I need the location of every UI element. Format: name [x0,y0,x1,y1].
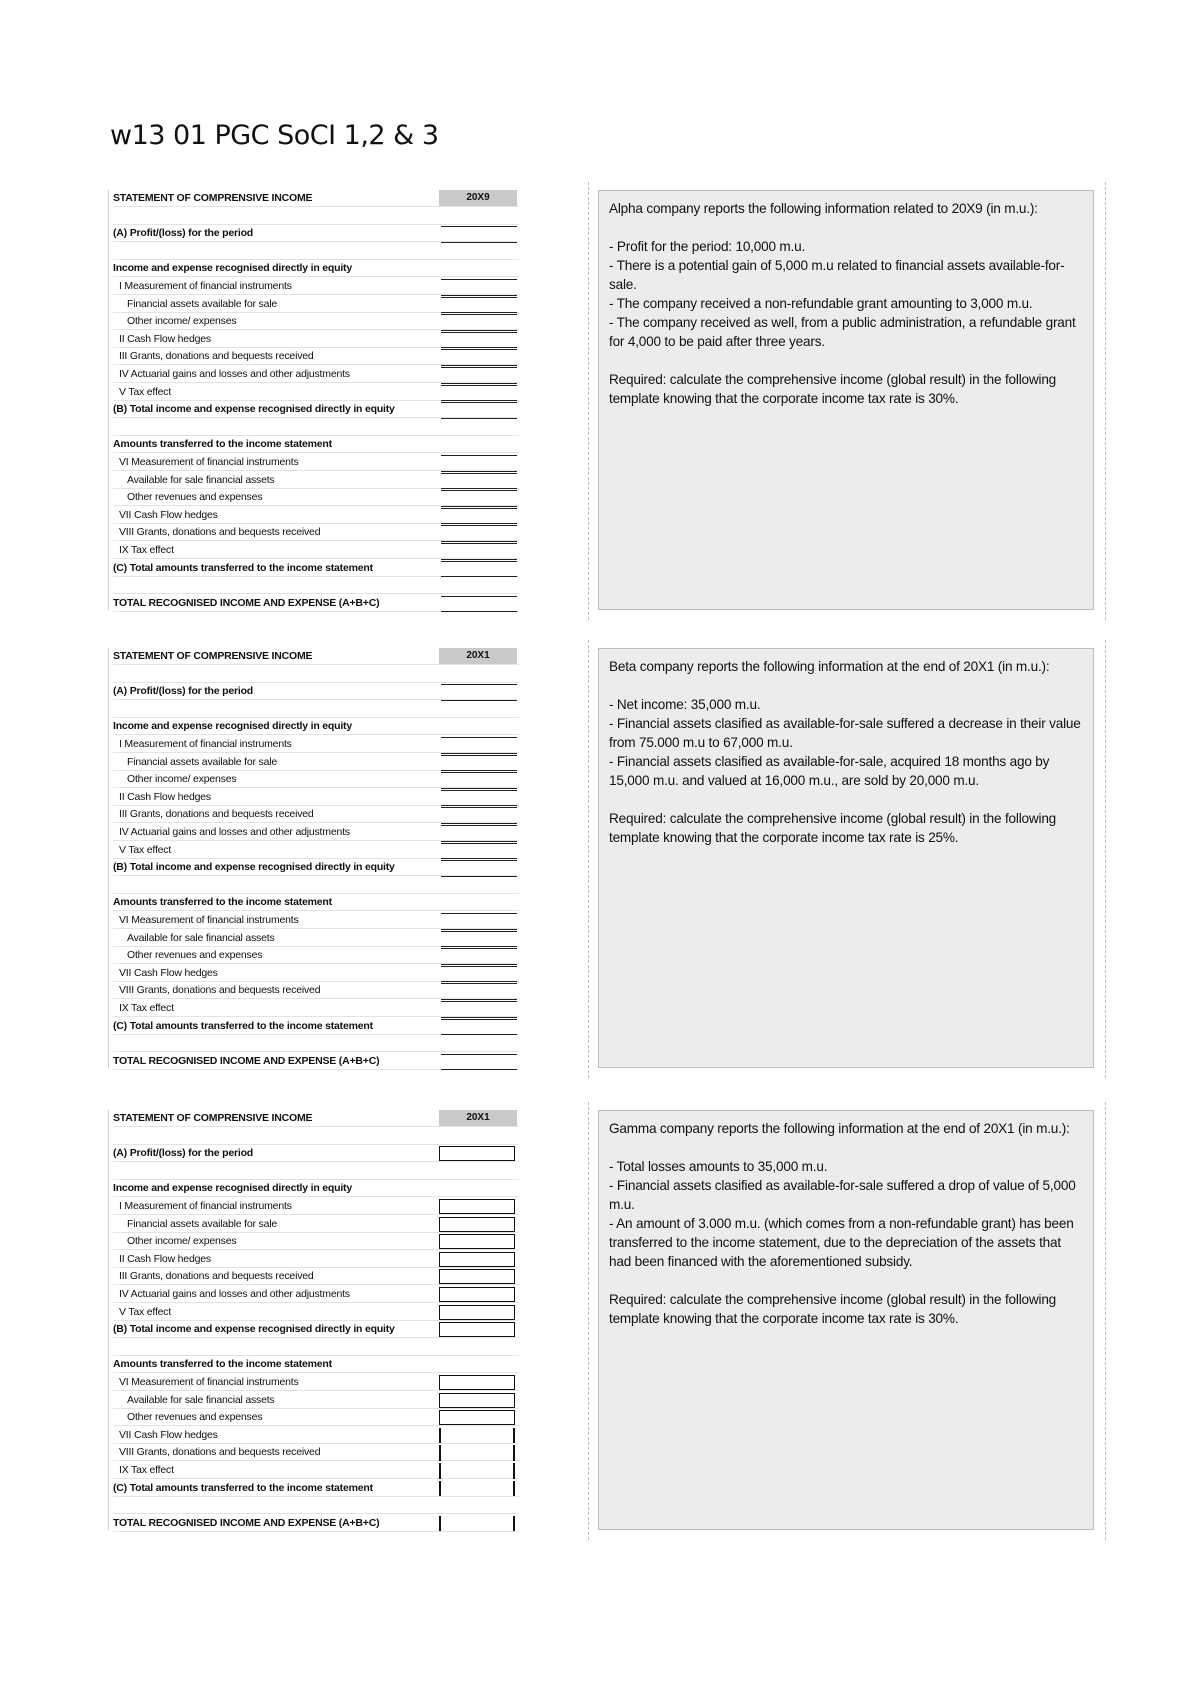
row-label: II Cash Flow hedges [119,790,211,803]
answer-line[interactable] [441,737,517,738]
row-label: (C) Total amounts transferred to the income statement [113,561,373,574]
row-label: IX Tax effect [119,544,174,556]
answer-cell-border [513,1481,515,1497]
answer-line[interactable] [441,365,517,366]
answer-line[interactable] [441,367,517,368]
answer-line[interactable] [441,1017,517,1018]
row-label: IX Tax effect [119,1464,174,1476]
answer-line[interactable] [441,473,517,474]
statement-row [113,1427,519,1444]
answer-line[interactable] [441,455,517,456]
statement-row [113,595,519,612]
row-label: I Measurement of financial instruments [119,1200,292,1212]
answer-line[interactable] [441,418,517,419]
row-label: (A) Profit/(loss) for the period [113,227,254,240]
answer-line[interactable] [441,561,517,562]
row-label: VI Measurement of financial instruments [119,1376,299,1388]
statement-row [113,454,519,471]
answer-line[interactable] [441,402,517,403]
row-label: VI Measurement of financial instruments [119,456,299,468]
statement-row [113,912,519,929]
row-label: II Cash Flow hedges [119,332,211,345]
answer-line[interactable] [441,226,517,227]
row-label: Amounts transferred to the income statement [113,438,332,451]
answer-line[interactable] [441,1069,517,1070]
statement-row [113,1339,519,1356]
statement-row [113,736,519,753]
statement-row [113,384,519,401]
answer-line[interactable] [441,385,517,386]
answer-line[interactable] [441,543,517,544]
answer-line[interactable] [441,823,517,824]
statement-row [113,348,519,365]
statement-row [113,472,519,489]
statement-row [113,930,519,947]
answer-line[interactable] [441,1054,517,1055]
answer-line[interactable] [441,825,517,826]
answer-line[interactable] [441,490,517,491]
answer-line[interactable] [441,471,517,472]
exercise-statement [598,190,1094,610]
row-label: VII Cash Flow hedges [119,508,218,521]
statement-row [113,401,519,418]
statement-row [113,1053,519,1070]
answer-cell-border [439,1516,441,1532]
row-label: Other revenues and expenses [127,491,263,504]
statement-row [113,718,519,735]
exercise-paragraph: Gamma company reports the following information at the end of 20X1 (in m.u.): [609,1121,1070,1136]
statement-row [113,1515,519,1532]
statement-row [113,1497,519,1514]
row-label: II Cash Flow hedges [119,1252,211,1265]
exercise-paragraph: Alpha company reports the following information related to 20X9 (in m.u.): [609,201,1038,216]
row-label: Other income/ expenses [127,315,237,328]
paragraph-gap [609,1271,1083,1290]
row-label: STATEMENT OF COMPRENSIVE INCOME [113,192,313,204]
answer-box[interactable] [439,1375,515,1390]
answer-cell-border [439,1445,441,1461]
answer-box[interactable] [439,1146,515,1161]
answer-line[interactable] [441,788,517,789]
answer-box[interactable] [439,1305,515,1320]
answer-line[interactable] [441,488,517,489]
answer-box[interactable] [439,1269,515,1284]
answer-line[interactable] [441,297,517,298]
answer-line[interactable] [441,841,517,842]
paragraph-gap [609,218,1083,237]
answer-line[interactable] [441,611,517,612]
exercise-paragraph: - Total losses amounts to 35,000 m.u. [609,1159,828,1174]
statement-row [113,701,519,718]
statement-row [113,806,519,823]
row-label: (B) Total income and expense recognised directly in equity [113,861,395,874]
statement-row [113,542,519,559]
exercise-block [108,648,1104,1078]
exercise-paragraph: Required: calculate the comprehensive income (global result) in the following template knowing that the corporate income tax rate is 30%. [609,372,1057,406]
statement-row [113,225,519,242]
statement-row [113,877,519,894]
statement-row [113,1163,519,1180]
answer-line[interactable] [441,755,517,756]
row-label: Amounts transferred to the income statement [113,1358,332,1371]
answer-line[interactable] [441,279,517,280]
answer-line[interactable] [441,506,517,507]
exercise-paragraph: - Financial assets clasified as available-for-sale, acquired 18 months ago by 15,000 m.u. and valued at 16,000 m.u., are sold by 20,000 m.u. [609,754,1050,788]
row-label: Other revenues and expenses [127,949,263,962]
answer-line[interactable] [441,1019,517,1020]
statement-row [113,754,519,771]
answer-line[interactable] [441,843,517,844]
answer-line[interactable] [441,684,517,685]
year-column-header: 20X1 [439,1110,517,1126]
statement-row [113,894,519,911]
statement-row [113,1128,519,1145]
statement-row [113,524,519,541]
row-label: STATEMENT OF COMPRENSIVE INCOME [113,1112,313,1124]
row-label: VIII Grants, donations and bequests received [119,1446,321,1459]
statement-row [113,789,519,806]
row-label: III Grants, donations and bequests received [119,1270,314,1283]
statement-row [113,489,519,506]
row-label: Income and expense recognised directly in equity [113,720,352,733]
row-label: Financial assets available for sale [127,1217,277,1230]
answer-cell-border [439,1463,441,1479]
exercise-statement [598,1110,1094,1530]
answer-box[interactable] [439,1234,515,1249]
answer-box[interactable] [439,1322,515,1337]
statement-row [113,419,519,436]
answer-line[interactable] [441,541,517,542]
exercise-paragraph: - Net income: 35,000 m.u. [609,697,761,712]
row-label: IX Tax effect [119,1002,174,1014]
answer-line[interactable] [441,983,517,984]
row-label: Other income/ expenses [127,773,237,786]
answer-line[interactable] [441,525,517,526]
row-label: IV Actuarial gains and losses and other adjustments [119,368,350,380]
exercise-paragraph: - Profit for the period: 10,000 m.u. [609,239,806,254]
exercise-paragraph: Required: calculate the comprehensive income (global result) in the following template knowing that the corporate income tax rate is 30%. [609,1292,1057,1326]
exercise-paragraph: - The company received a non-refundable grant amounting to 3,000 m.u. [609,296,1033,311]
answer-line[interactable] [441,312,517,313]
row-label: IV Actuarial gains and losses and other adjustments [119,826,350,838]
answer-line[interactable] [441,349,517,350]
answer-line[interactable] [441,964,517,965]
answer-line[interactable] [441,400,517,401]
row-label: Available for sale financial assets [127,1393,275,1406]
exercise-paragraph: - There is a potential gain of 5,000 m.u related to financial assets available-for-sale. [609,258,1065,292]
paragraph-gap [609,676,1083,695]
answer-line[interactable] [441,860,517,861]
row-label: (B) Total income and expense recognised directly in equity [113,1323,395,1336]
statement-row [113,982,519,999]
statement-row [113,507,519,524]
exercise-paragraph: - Financial assets clasified as available-for-sale suffered a decrease in their value from 75.000 m.u to 67,000 m.u. [609,716,1081,750]
answer-line[interactable] [441,876,517,877]
statement-row [113,947,519,964]
exercise-paragraph: - Financial assets clasified as available-for-sale suffered a drop of value of 5,000 m.u. [609,1178,1076,1212]
statement-row [113,965,519,982]
answer-line[interactable] [441,700,517,701]
row-label: I Measurement of financial instruments [119,738,292,750]
answer-line[interactable] [441,948,517,949]
row-label: (C) Total amounts transferred to the income statement [113,1481,373,1494]
statement-row [113,331,519,348]
statement-row [113,1462,519,1479]
row-label: VIII Grants, donations and bequests received [119,526,321,539]
answer-line[interactable] [441,330,517,331]
answer-line[interactable] [441,929,517,930]
row-label: (A) Profit/(loss) for the period [113,1147,254,1160]
row-label: (A) Profit/(loss) for the period [113,685,254,698]
row-label: Income and expense recognised directly in equity [113,1182,352,1195]
answer-line[interactable] [441,981,517,982]
row-label: IV Actuarial gains and losses and other adjustments [119,1288,350,1300]
statement-template [108,648,519,1068]
answer-box[interactable] [439,1217,515,1232]
paragraph-gap [609,351,1083,370]
row-label: Amounts transferred to the income statement [113,896,332,909]
answer-line[interactable] [441,805,517,806]
row-label: VI Measurement of financial instruments [119,914,299,926]
answer-line[interactable] [441,314,517,315]
answer-line[interactable] [441,508,517,509]
year-column-header: 20X9 [439,190,517,206]
statement-row [113,1180,519,1197]
answer-box[interactable] [439,1410,515,1425]
answer-line[interactable] [441,383,517,384]
statement-row [113,824,519,841]
exercise-statement [598,648,1094,1068]
row-label: STATEMENT OF COMPRENSIVE INCOME [113,650,313,662]
answer-line[interactable] [441,858,517,859]
statement-row [113,683,519,700]
answer-line[interactable] [441,946,517,947]
row-label: V Tax effect [119,843,172,856]
answer-line[interactable] [441,1034,517,1035]
row-label: VIII Grants, donations and bequests received [119,984,321,997]
statement-row [113,278,519,295]
statement-row [113,1035,519,1052]
answer-line[interactable] [441,807,517,808]
row-label: V Tax effect [119,385,172,398]
answer-cell-border [513,1445,515,1461]
exercise-paragraph: - An amount of 3.000 m.u. (which comes from a non-refundable grant) has been transferred to the income statement, due to the depreciation of the assets that had been financed with the aforementioned subsidy. [609,1216,1074,1269]
statement-row [113,577,519,594]
answer-line[interactable] [441,523,517,524]
statement-row [113,1480,519,1497]
row-label: TOTAL RECOGNISED INCOME AND EXPENSE (A+B+C) [113,1516,380,1529]
answer-line[interactable] [441,295,517,296]
statement-row [113,560,519,577]
row-label: III Grants, donations and bequests received [119,808,314,821]
row-label: TOTAL RECOGNISED INCOME AND EXPENSE (A+B+C) [113,1054,380,1067]
document-title: w13 01 PGC SoCI 1,2 & 3 [110,120,439,151]
row-label: Available for sale financial assets [127,931,275,944]
exercise-paragraph: - The company received as well, from a public administration, a refundable grant for 4,000 to be paid after three years. [609,315,1076,349]
statement-template [108,1110,519,1530]
row-label: V Tax effect [119,1305,172,1318]
statement-row [113,260,519,277]
answer-line[interactable] [441,753,517,754]
answer-cell-border [439,1481,441,1497]
paragraph-gap [609,790,1083,809]
statement-row [113,859,519,876]
answer-box[interactable] [439,1393,515,1408]
row-label: (C) Total amounts transferred to the income statement [113,1019,373,1032]
answer-line[interactable] [441,790,517,791]
row-label: Financial assets available for sale [127,297,277,310]
answer-line[interactable] [441,1001,517,1002]
answer-cell-border [513,1428,515,1444]
answer-line[interactable] [441,559,517,560]
year-column-header: 20X1 [439,648,517,664]
statement-row [113,1000,519,1017]
statement-row [113,842,519,859]
exercise-paragraph: Beta company reports the following information at the end of 20X1 (in m.u.): [609,659,1050,674]
answer-line[interactable] [441,772,517,773]
row-label: Available for sale financial assets [127,473,275,486]
statement-template [108,190,519,610]
answer-line[interactable] [441,596,517,597]
row-label: III Grants, donations and bequests received [119,350,314,363]
statement-row [113,771,519,788]
statement-row [113,296,519,313]
exercise-block [108,1110,1104,1540]
answer-line[interactable] [441,347,517,348]
answer-cell-border [513,1463,515,1479]
answer-box[interactable] [439,1199,515,1214]
row-label: Income and expense recognised directly in equity [113,262,352,275]
answer-line[interactable] [441,770,517,771]
statement-row [113,436,519,453]
statement-row [113,1018,519,1035]
row-label: VII Cash Flow hedges [119,1428,218,1441]
statement-row [113,313,519,330]
answer-line[interactable] [441,332,517,333]
answer-line[interactable] [441,913,517,914]
answer-box[interactable] [439,1252,515,1267]
row-label: (B) Total income and expense recognised directly in equity [113,403,395,416]
answer-line[interactable] [441,931,517,932]
row-label: Financial assets available for sale [127,755,277,768]
paragraph-gap [609,1138,1083,1157]
statement-row [113,666,519,683]
answer-line[interactable] [441,999,517,1000]
answer-line[interactable] [441,242,517,243]
answer-line[interactable] [441,966,517,967]
answer-box[interactable] [439,1287,515,1302]
row-label: Other revenues and expenses [127,1411,263,1424]
statement-row [113,208,519,225]
row-label: VII Cash Flow hedges [119,966,218,979]
statement-row [113,243,519,260]
answer-cell-border [439,1428,441,1444]
statement-row [113,1444,519,1461]
exercise-block [108,190,1104,620]
row-label: I Measurement of financial instruments [119,280,292,292]
answer-cell-border [513,1516,515,1532]
exercise-paragraph: Required: calculate the comprehensive income (global result) in the following template knowing that the corporate income tax rate is 25%. [609,811,1057,845]
row-label: TOTAL RECOGNISED INCOME AND EXPENSE (A+B+C) [113,596,380,609]
statement-row [113,1356,519,1373]
row-label: Other income/ expenses [127,1235,237,1248]
answer-line[interactable] [441,576,517,577]
statement-row [113,366,519,383]
